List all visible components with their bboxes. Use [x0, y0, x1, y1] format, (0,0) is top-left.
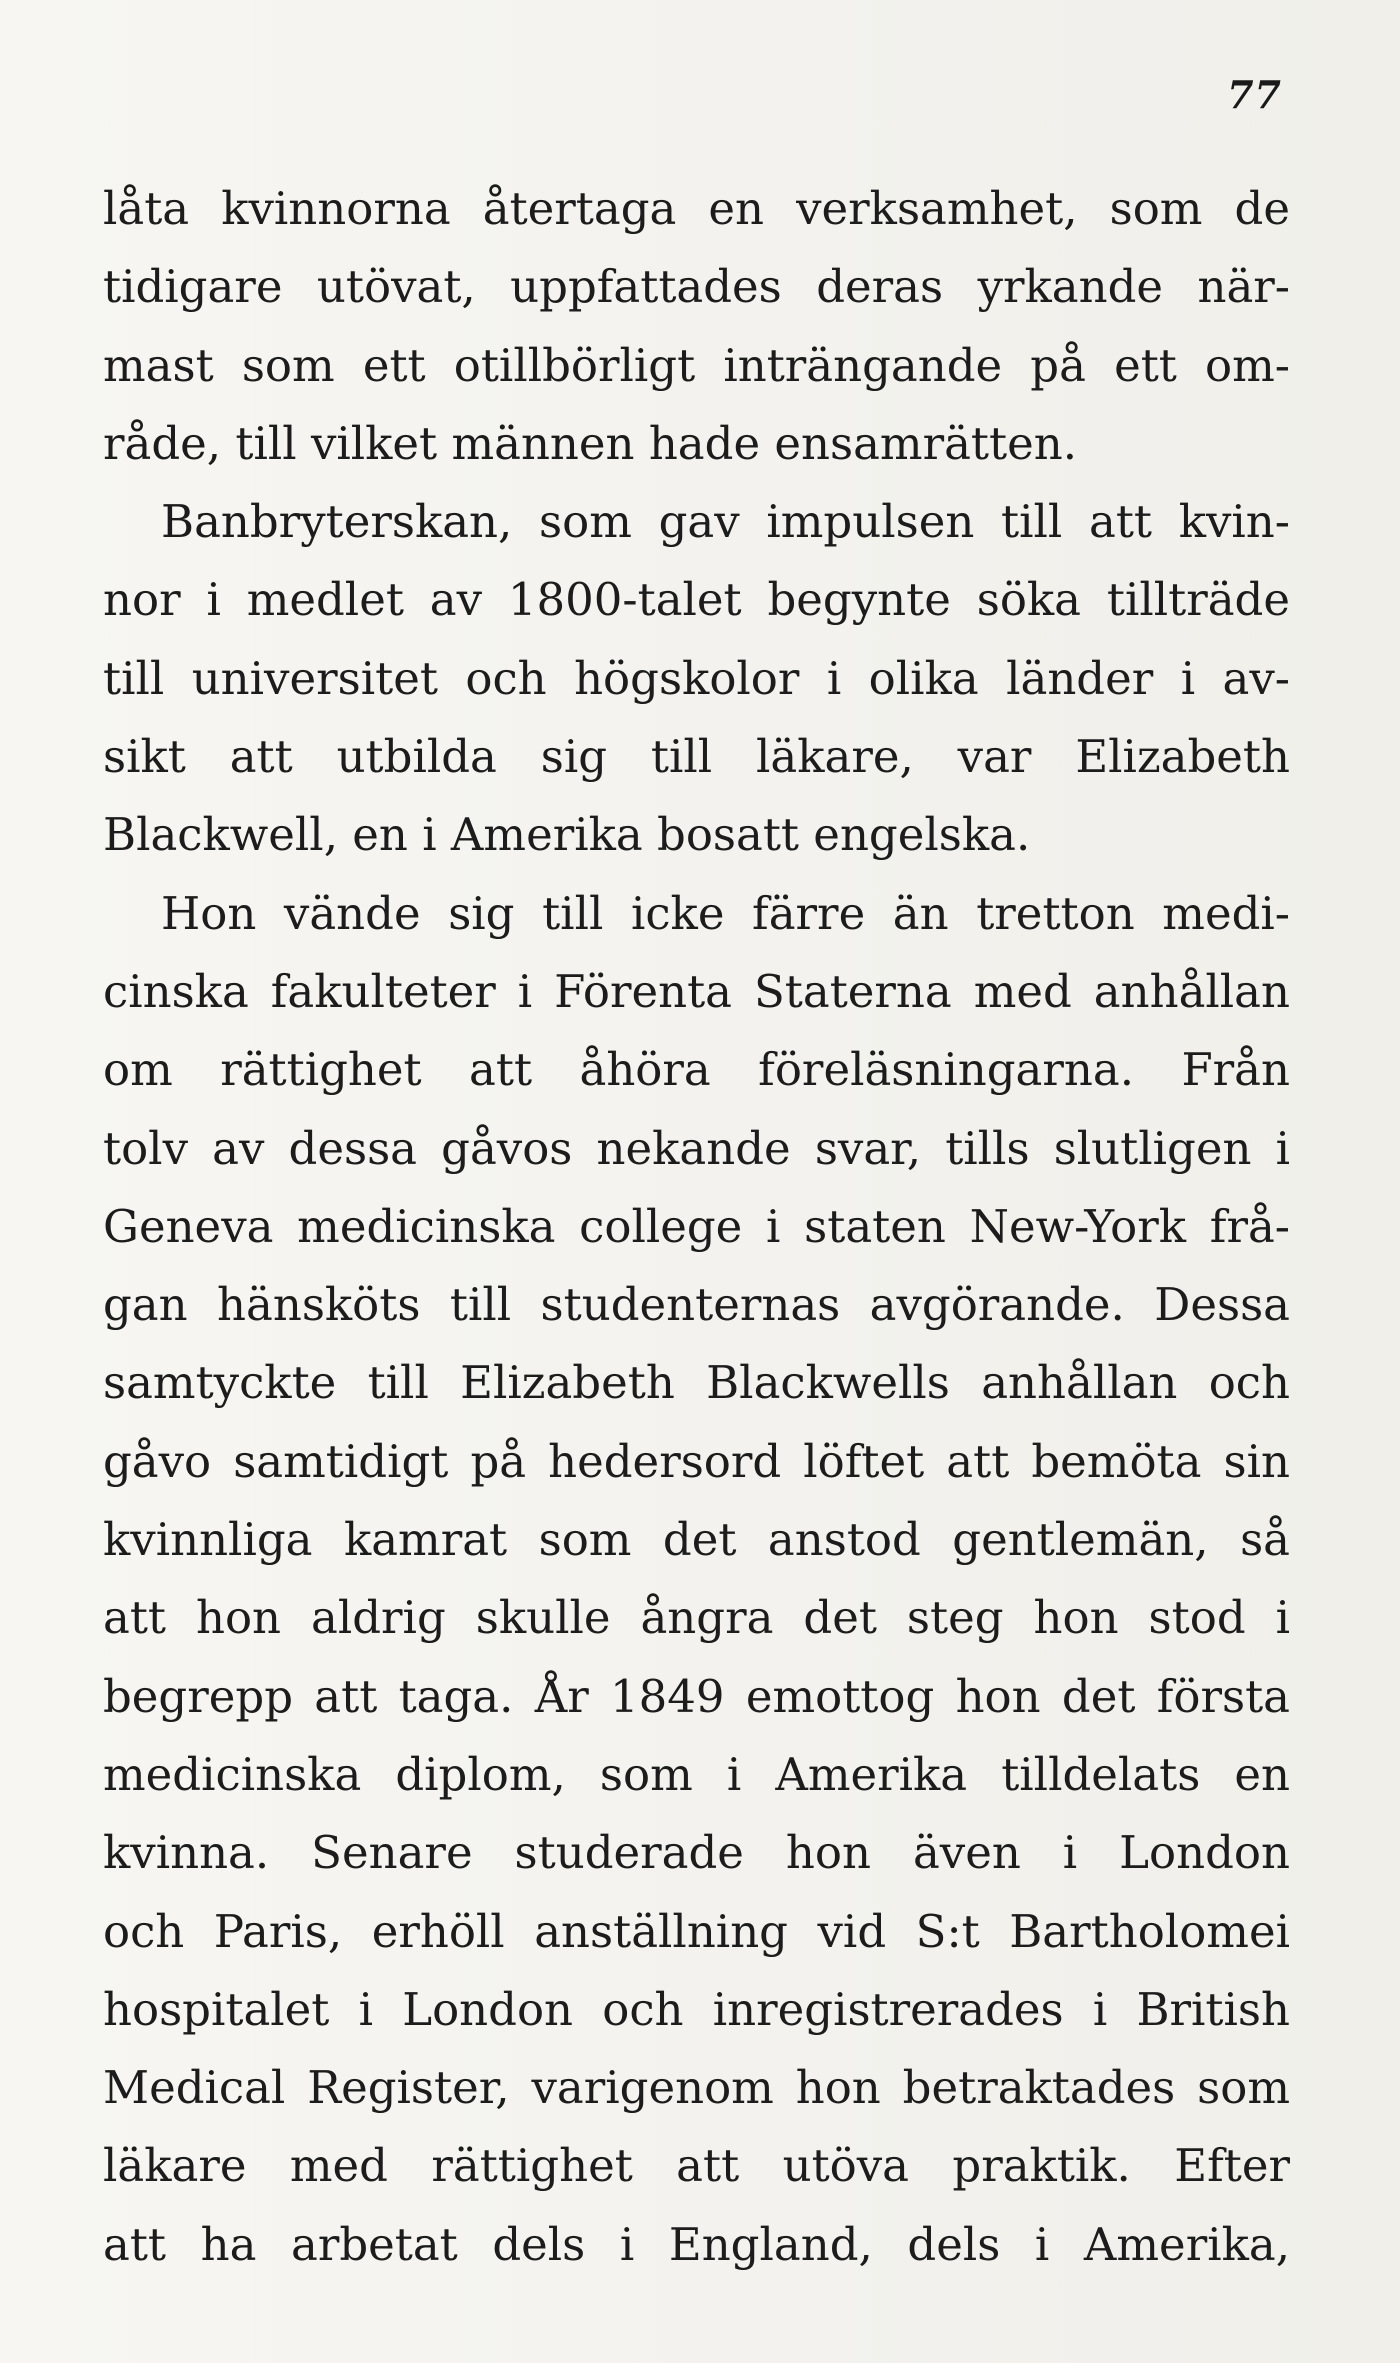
text-line: till universitet och högskolor i olika länder i av-: [103, 651, 1290, 705]
text-line: läkare med rättighet att utöva praktik. Efter: [103, 2139, 1290, 2193]
text-line: hospitalet i London och inregistrerades i British: [103, 1982, 1290, 2036]
text-line: nor i medlet av 1800-talet begynte söka tillträde: [103, 573, 1290, 627]
text-line: Hon vände sig till icke färre än tretton medi-: [161, 886, 1290, 940]
text-line: gåvo samtidigt på hedersord löftet att bemöta sin: [103, 1434, 1290, 1488]
text-line: tolv av dessa gåvos nekande svar, tills slutligen i: [103, 1121, 1290, 1175]
text-line: att ha arbetat dels i England, dels i Amerika,: [103, 2217, 1290, 2271]
text-line: Blackwell, en i Amerika bosatt engelska.: [103, 808, 1031, 862]
text-line: kvinnliga kamrat som det anstod gentlemän, så: [103, 1513, 1290, 1567]
text-line: mast som ett otillbörligt inträngande på ett om-: [103, 338, 1290, 392]
text-line: begrepp att taga. År 1849 emottog hon det första: [103, 1669, 1290, 1723]
text-line: och Paris, erhöll anställning vid S:t Bartholomei: [103, 1904, 1290, 1958]
text-line: om rättighet att åhöra föreläsningarna. Från: [103, 1043, 1290, 1097]
text-line: att hon aldrig skulle ångra det steg hon stod i: [103, 1591, 1290, 1645]
text-line: kvinna. Senare studerade hon även i London: [103, 1826, 1290, 1880]
text-line: råde, till vilket männen hade ensamrätten.: [103, 416, 1078, 470]
text-line: Medical Register, varigenom hon betraktades som: [103, 2061, 1290, 2115]
text-line: cinska fakulteter i Förenta Staterna med anhållan: [103, 964, 1290, 1018]
body-text: [103, 170, 1290, 2284]
text-line: samtyckte till Elizabeth Blackwells anhållan och: [103, 1356, 1290, 1410]
text-line: låta kvinnorna återtaga en verksamhet, som de: [103, 182, 1290, 235]
text-line: tidigare utövat, uppfattades deras yrkande när-: [103, 260, 1290, 314]
text-line: Banbryterskan, som gav impulsen till att kvin-: [161, 495, 1290, 549]
text-line: sikt att utbilda sig till läkare, var Elizabeth: [103, 730, 1290, 784]
text-line: medicinska diplom, som i Amerika tilldelats en: [103, 1747, 1290, 1801]
text-line: Geneva medicinska college i staten New-York frå-: [103, 1199, 1290, 1253]
text-line: gan hänsköts till studenternas avgörande. Dessa: [103, 1278, 1290, 1332]
page-number: 77: [1227, 72, 1282, 117]
